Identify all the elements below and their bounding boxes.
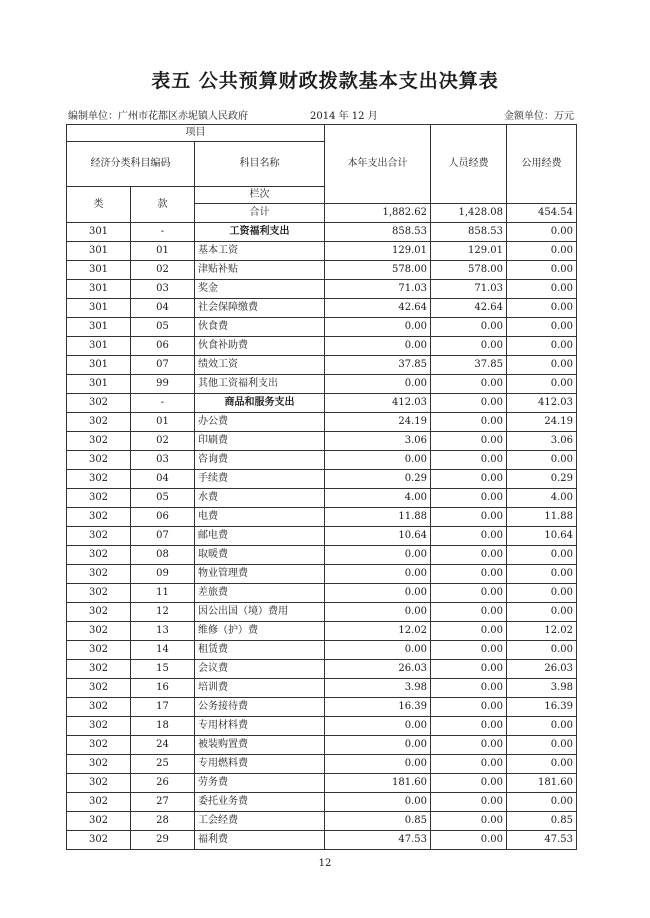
row-personnel: 37.85 xyxy=(431,356,507,375)
row-subject-name: 被装购置费 xyxy=(195,736,325,755)
row-subject-name: 劳务费 xyxy=(195,774,325,793)
row-total: 0.00 xyxy=(325,584,431,603)
row-public: 0.00 xyxy=(507,299,577,318)
row-personnel: 0.00 xyxy=(431,679,507,698)
money-unit: 金额单位：万元 xyxy=(504,111,574,122)
row-class: 302 xyxy=(67,470,131,489)
row-total: 0.00 xyxy=(325,736,431,755)
row-subject-name: 基本工资 xyxy=(195,242,325,261)
table-row xyxy=(67,584,577,603)
row-subject-name: 奖金 xyxy=(195,280,325,299)
report-meta xyxy=(68,107,574,121)
table-row xyxy=(67,394,577,413)
header-public: 公用经费 xyxy=(507,125,577,204)
header-col-no: 栏次 xyxy=(195,187,325,204)
row-public: 0.00 xyxy=(507,242,577,261)
row-subject-name: 伙食补助费 xyxy=(195,337,325,356)
row-class: 301 xyxy=(67,356,131,375)
row-total: 0.00 xyxy=(325,546,431,565)
row-class: 301 xyxy=(67,337,131,356)
row-section: 29 xyxy=(131,831,195,850)
row-personnel: 0.00 xyxy=(431,470,507,489)
row-public: 3.98 xyxy=(507,679,577,698)
row-section: 06 xyxy=(131,337,195,356)
header-econ-code: 经济分类科目编码 xyxy=(67,142,195,187)
row-subject-name: 专用燃料费 xyxy=(195,755,325,774)
row-personnel: 0.00 xyxy=(431,603,507,622)
row-class: 302 xyxy=(67,774,131,793)
row-total: 0.00 xyxy=(325,375,431,394)
row-public: 0.00 xyxy=(507,584,577,603)
table-row xyxy=(67,337,577,356)
header-total: 本年支出合计 xyxy=(325,125,431,204)
table-row xyxy=(67,261,577,280)
row-section: 05 xyxy=(131,489,195,508)
row-section: 25 xyxy=(131,755,195,774)
row-total: 0.00 xyxy=(325,755,431,774)
table-row xyxy=(67,812,577,831)
row-subject-name: 电费 xyxy=(195,508,325,527)
row-subject-name: 津贴补贴 xyxy=(195,261,325,280)
header-personnel: 人员经费 xyxy=(431,125,507,204)
row-public: 181.60 xyxy=(507,774,577,793)
row-personnel: 0.00 xyxy=(431,565,507,584)
row-subject-name: 公务接待费 xyxy=(195,698,325,717)
row-personnel: 0.00 xyxy=(431,489,507,508)
row-subject-name: 咨询费 xyxy=(195,451,325,470)
row-subject-name: 印刷费 xyxy=(195,432,325,451)
row-total: 0.00 xyxy=(325,603,431,622)
row-section: 02 xyxy=(131,432,195,451)
row-class: 302 xyxy=(67,394,131,413)
row-total: 3.98 xyxy=(325,679,431,698)
row-public: 0.00 xyxy=(507,793,577,812)
row-total: 12.02 xyxy=(325,622,431,641)
row-total: 4.00 xyxy=(325,489,431,508)
table-row xyxy=(67,546,577,565)
row-public: 0.29 xyxy=(507,470,577,489)
row-public: 0.00 xyxy=(507,736,577,755)
row-subject-name: 福利费 xyxy=(195,831,325,850)
row-personnel: 0.00 xyxy=(431,451,507,470)
row-total: 11.88 xyxy=(325,508,431,527)
expenditure-table xyxy=(66,124,577,850)
row-total: 412.03 xyxy=(325,394,431,413)
row-class: 302 xyxy=(67,736,131,755)
row-section: 26 xyxy=(131,774,195,793)
row-class: 302 xyxy=(67,584,131,603)
row-subject-name: 物业管理费 xyxy=(195,565,325,584)
row-personnel: 0.00 xyxy=(431,432,507,451)
table-row xyxy=(67,603,577,622)
sum-public: 454.54 xyxy=(507,204,577,223)
row-personnel: 0.00 xyxy=(431,413,507,432)
table-row xyxy=(67,736,577,755)
row-personnel: 0.00 xyxy=(431,622,507,641)
row-total: 0.00 xyxy=(325,641,431,660)
table-row xyxy=(67,299,577,318)
row-class: 302 xyxy=(67,641,131,660)
row-personnel: 0.00 xyxy=(431,755,507,774)
row-personnel: 0.00 xyxy=(431,546,507,565)
row-personnel: 0.00 xyxy=(431,660,507,679)
table-row xyxy=(67,774,577,793)
row-subject-name: 差旅费 xyxy=(195,584,325,603)
table-row xyxy=(67,698,577,717)
row-class: 301 xyxy=(67,318,131,337)
row-subject-name: 取暖费 xyxy=(195,546,325,565)
row-public: 0.00 xyxy=(507,603,577,622)
row-public: 0.00 xyxy=(507,717,577,736)
row-personnel: 0.00 xyxy=(431,831,507,850)
row-public: 0.00 xyxy=(507,565,577,584)
row-subject-name: 工资福利支出 xyxy=(195,223,325,242)
row-public: 12.02 xyxy=(507,622,577,641)
table-row xyxy=(67,527,577,546)
row-personnel: 42.64 xyxy=(431,299,507,318)
row-section: 03 xyxy=(131,280,195,299)
row-total: 24.19 xyxy=(325,413,431,432)
row-section: 06 xyxy=(131,508,195,527)
row-section: 12 xyxy=(131,603,195,622)
row-public: 0.00 xyxy=(507,375,577,394)
row-class: 302 xyxy=(67,413,131,432)
row-public: 0.00 xyxy=(507,755,577,774)
row-personnel: 858.53 xyxy=(431,223,507,242)
row-class: 302 xyxy=(67,717,131,736)
row-personnel: 129.01 xyxy=(431,242,507,261)
row-personnel: 0.00 xyxy=(431,641,507,660)
row-public: 0.00 xyxy=(507,451,577,470)
row-class: 302 xyxy=(67,489,131,508)
table-row xyxy=(67,793,577,812)
row-section: 07 xyxy=(131,356,195,375)
row-personnel: 0.00 xyxy=(431,318,507,337)
table-row xyxy=(67,679,577,698)
row-total: 37.85 xyxy=(325,356,431,375)
row-subject-name: 邮电费 xyxy=(195,527,325,546)
table-row xyxy=(67,508,577,527)
row-subject-name: 水费 xyxy=(195,489,325,508)
row-section: 01 xyxy=(131,242,195,261)
row-subject-name: 培训费 xyxy=(195,679,325,698)
row-public: 0.00 xyxy=(507,261,577,280)
row-class: 302 xyxy=(67,622,131,641)
row-personnel: 71.03 xyxy=(431,280,507,299)
row-public: 0.00 xyxy=(507,641,577,660)
row-public: 10.64 xyxy=(507,527,577,546)
row-public: 0.00 xyxy=(507,337,577,356)
row-class: 302 xyxy=(67,603,131,622)
header-project: 项目 xyxy=(67,125,325,142)
row-total: 0.85 xyxy=(325,812,431,831)
row-subject-name: 因公出国（境）费用 xyxy=(195,603,325,622)
row-public: 47.53 xyxy=(507,831,577,850)
row-subject-name: 社会保障缴费 xyxy=(195,299,325,318)
row-section: 02 xyxy=(131,261,195,280)
table-row xyxy=(67,375,577,394)
row-total: 0.00 xyxy=(325,793,431,812)
row-class: 302 xyxy=(67,679,131,698)
row-class: 302 xyxy=(67,527,131,546)
row-personnel: 0.00 xyxy=(431,375,507,394)
row-class: 302 xyxy=(67,812,131,831)
row-subject-name: 办公费 xyxy=(195,413,325,432)
row-section: 08 xyxy=(131,546,195,565)
table-row xyxy=(67,356,577,375)
row-class: 302 xyxy=(67,698,131,717)
table-row xyxy=(67,622,577,641)
row-class: 302 xyxy=(67,831,131,850)
row-class: 301 xyxy=(67,299,131,318)
row-personnel: 0.00 xyxy=(431,584,507,603)
row-class: 301 xyxy=(67,242,131,261)
row-public: 0.85 xyxy=(507,812,577,831)
table-row xyxy=(67,660,577,679)
table-row xyxy=(67,565,577,584)
row-section: 05 xyxy=(131,318,195,337)
row-total: 0.00 xyxy=(325,337,431,356)
row-class: 301 xyxy=(67,375,131,394)
row-total: 858.53 xyxy=(325,223,431,242)
row-section: 24 xyxy=(131,736,195,755)
row-class: 302 xyxy=(67,793,131,812)
row-section: 09 xyxy=(131,565,195,584)
table-row xyxy=(67,318,577,337)
row-personnel: 0.00 xyxy=(431,527,507,546)
table-row xyxy=(67,451,577,470)
row-total: 3.06 xyxy=(325,432,431,451)
row-total: 16.39 xyxy=(325,698,431,717)
row-subject-name: 会议费 xyxy=(195,660,325,679)
row-section: - xyxy=(131,394,195,413)
row-personnel: 0.00 xyxy=(431,394,507,413)
row-section: 16 xyxy=(131,679,195,698)
row-section: 07 xyxy=(131,527,195,546)
row-total: 0.00 xyxy=(325,318,431,337)
row-subject-name: 专用材料费 xyxy=(195,717,325,736)
row-class: 301 xyxy=(67,261,131,280)
row-class: 302 xyxy=(67,565,131,584)
header-subject-name: 科目名称 xyxy=(195,142,325,187)
row-public: 0.00 xyxy=(507,223,577,242)
row-section: 17 xyxy=(131,698,195,717)
row-personnel: 578.00 xyxy=(431,261,507,280)
table-row xyxy=(67,641,577,660)
page-title: 表五 公共预算财政拨款基本支出决算表 xyxy=(151,70,499,92)
table-row xyxy=(67,831,577,850)
row-public: 3.06 xyxy=(507,432,577,451)
table-row xyxy=(67,242,577,261)
row-total: 47.53 xyxy=(325,831,431,850)
row-personnel: 0.00 xyxy=(431,698,507,717)
row-public: 0.00 xyxy=(507,280,577,299)
row-personnel: 0.00 xyxy=(431,508,507,527)
row-section: 04 xyxy=(131,299,195,318)
row-section: 13 xyxy=(131,622,195,641)
row-personnel: 0.00 xyxy=(431,793,507,812)
row-class: 302 xyxy=(67,755,131,774)
header-class: 类 xyxy=(67,187,131,223)
row-class: 302 xyxy=(67,546,131,565)
row-subject-name: 其他工资福利支出 xyxy=(195,375,325,394)
row-section: 03 xyxy=(131,451,195,470)
row-total: 181.60 xyxy=(325,774,431,793)
row-public: 4.00 xyxy=(507,489,577,508)
table-row xyxy=(67,432,577,451)
row-section: 11 xyxy=(131,584,195,603)
table-row xyxy=(67,223,577,242)
row-total: 0.29 xyxy=(325,470,431,489)
row-subject-name: 绩效工资 xyxy=(195,356,325,375)
table-row xyxy=(67,470,577,489)
row-public: 26.03 xyxy=(507,660,577,679)
table-row xyxy=(67,413,577,432)
sum-label: 合计 xyxy=(195,204,325,223)
row-class: 302 xyxy=(67,660,131,679)
table-row xyxy=(67,755,577,774)
row-section: 28 xyxy=(131,812,195,831)
row-section: 01 xyxy=(131,413,195,432)
row-subject-name: 租赁费 xyxy=(195,641,325,660)
row-section: - xyxy=(131,223,195,242)
page-number: 12 xyxy=(318,858,332,869)
row-personnel: 0.00 xyxy=(431,812,507,831)
row-section: 15 xyxy=(131,660,195,679)
row-personnel: 0.00 xyxy=(431,717,507,736)
row-public: 0.00 xyxy=(507,546,577,565)
report-date: 2014 年 12 月 xyxy=(310,111,378,122)
row-public: 412.03 xyxy=(507,394,577,413)
row-subject-name: 工会经费 xyxy=(195,812,325,831)
header-section: 款 xyxy=(131,187,195,223)
row-subject-name: 委托业务费 xyxy=(195,793,325,812)
row-subject-name: 手续费 xyxy=(195,470,325,489)
row-class: 302 xyxy=(67,508,131,527)
row-class: 301 xyxy=(67,280,131,299)
row-subject-name: 商品和服务支出 xyxy=(195,394,325,413)
sum-personnel: 1,428.08 xyxy=(431,204,507,223)
table-row xyxy=(67,717,577,736)
row-total: 26.03 xyxy=(325,660,431,679)
row-total: 42.64 xyxy=(325,299,431,318)
row-class: 302 xyxy=(67,451,131,470)
row-total: 0.00 xyxy=(325,565,431,584)
row-public: 11.88 xyxy=(507,508,577,527)
row-personnel: 0.00 xyxy=(431,736,507,755)
row-section: 27 xyxy=(131,793,195,812)
row-section: 99 xyxy=(131,375,195,394)
row-class: 302 xyxy=(67,432,131,451)
row-subject-name: 维修（护）费 xyxy=(195,622,325,641)
row-personnel: 0.00 xyxy=(431,774,507,793)
table-row xyxy=(67,280,577,299)
sum-total: 1,882.62 xyxy=(325,204,431,223)
row-public: 24.19 xyxy=(507,413,577,432)
row-section: 14 xyxy=(131,641,195,660)
compiling-unit: 编制单位：广州市花都区赤坭镇人民政府 xyxy=(68,111,248,122)
row-total: 0.00 xyxy=(325,451,431,470)
row-total: 10.64 xyxy=(325,527,431,546)
row-section: 04 xyxy=(131,470,195,489)
row-public: 16.39 xyxy=(507,698,577,717)
table-row xyxy=(67,489,577,508)
row-public: 0.00 xyxy=(507,356,577,375)
row-personnel: 0.00 xyxy=(431,337,507,356)
row-public: 0.00 xyxy=(507,318,577,337)
row-section: 18 xyxy=(131,717,195,736)
row-class: 301 xyxy=(67,223,131,242)
row-subject-name: 伙食费 xyxy=(195,318,325,337)
row-total: 71.03 xyxy=(325,280,431,299)
row-total: 578.00 xyxy=(325,261,431,280)
row-total: 129.01 xyxy=(325,242,431,261)
row-total: 0.00 xyxy=(325,717,431,736)
